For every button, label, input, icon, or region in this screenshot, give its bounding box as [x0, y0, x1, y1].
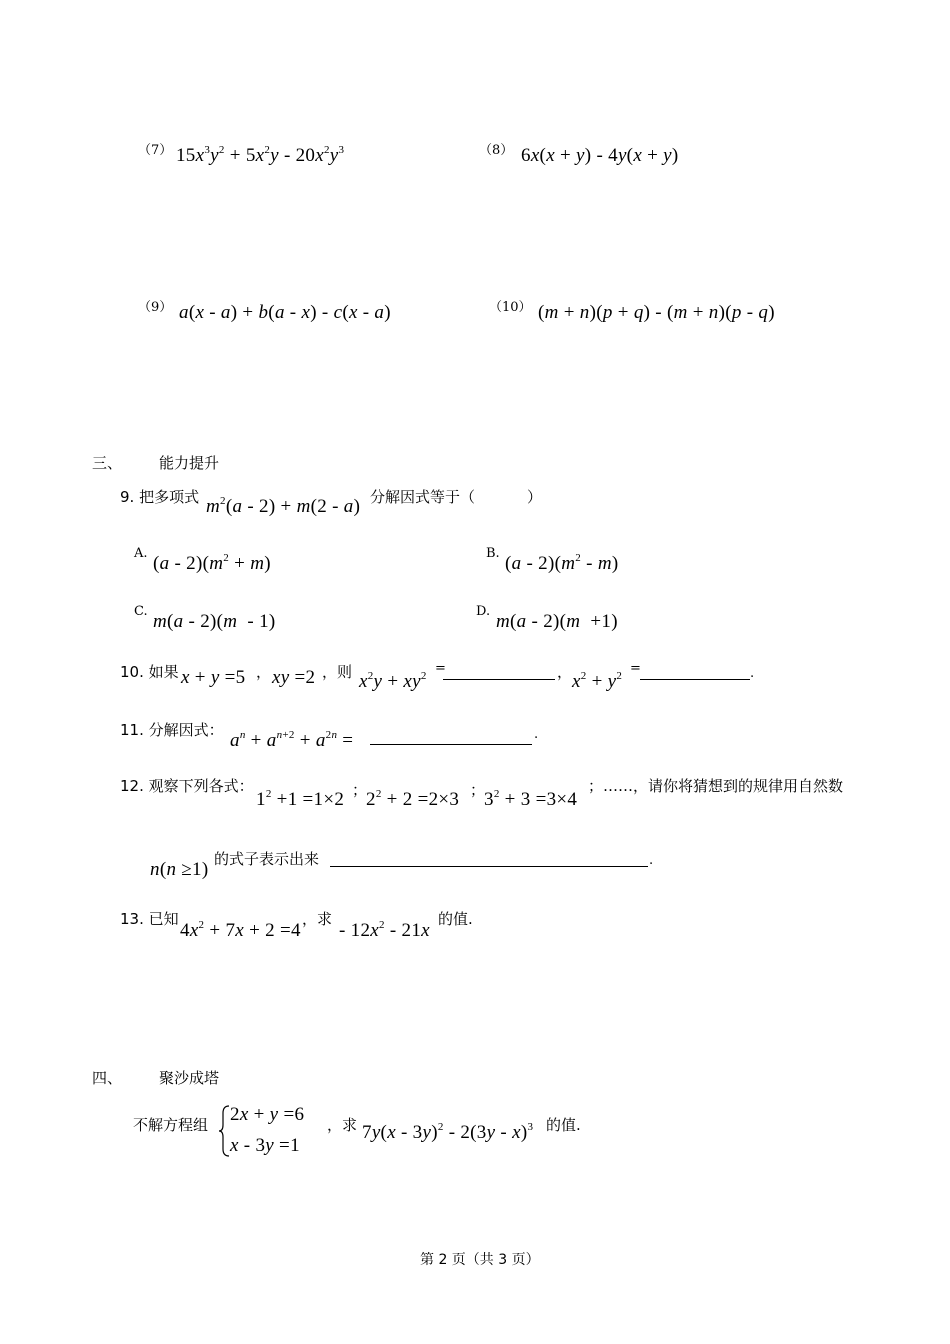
system-equation-2: x - 3y =1: [230, 1135, 300, 1156]
problem-8-expression: 6x(x + y) - 4y(x + y): [521, 145, 679, 166]
q9-option-d-label: D.: [476, 604, 491, 619]
q13-target: - $12x^2 - 21x$: [339, 919, 430, 941]
section-4-title: 聚沙成塔: [159, 1069, 220, 1087]
q12-prefix: 12. 观察下列各式：: [120, 777, 254, 795]
q10-condition-sum: x + y =5: [181, 667, 246, 688]
q12-answer-blank[interactable]: [330, 850, 648, 867]
problem-8-label: （8）: [479, 143, 514, 158]
q9-polynomial: $m^2(a - 2) + m(2 - a)$: [206, 495, 361, 517]
q10-prefix: 10. 如果: [120, 663, 179, 681]
section-4-suffix: 的值.: [546, 1116, 581, 1134]
q9-option-b[interactable]: $(a - 2)(m^2 - m)$: [505, 552, 619, 574]
q13-condition: $4x^2 + 7x + 2 =4$: [180, 919, 301, 941]
problem-10-expression: (m + n)(p + q) - (m + n)(p - q): [538, 302, 775, 323]
q10-comma-1: ，: [256, 663, 272, 681]
q11-prefix: 11. 分解因式：: [120, 721, 224, 739]
q10-comma-2: ，: [557, 663, 573, 681]
problem-9-expression: a(x - a) + b(a - x) - c(x - a): [179, 302, 391, 323]
q10-answer-blank-1[interactable]: [443, 663, 555, 680]
q12-sep-1: ；: [352, 781, 368, 799]
problem-7-label: （7）: [138, 143, 173, 158]
section-4-number: 四、: [92, 1069, 123, 1087]
q9-option-b-label: B.: [486, 546, 500, 561]
q10-expression-1: $x^2y + xy^2$: [359, 670, 427, 692]
q12-example-1: $1^2 +1 =1\times 2$: [256, 788, 345, 810]
problem-10-label: （10）: [489, 300, 532, 315]
q9-prefix: 9. 把多项式: [120, 488, 200, 506]
q12-example-2: $2^2 + 2 =2\times 3$: [366, 788, 460, 810]
q10-eq-2: =: [630, 661, 641, 676]
q13-prefix: 13. 已知: [120, 910, 179, 928]
q9-option-c-label: C.: [134, 604, 148, 619]
q9-option-a[interactable]: $(a - 2)(m^2 + m)$: [153, 552, 271, 574]
problem-9-label: （9）: [138, 300, 173, 315]
q9-option-a-label: A.: [134, 546, 148, 561]
q12-example-3: $3^2 + 3 =3\times 4$: [484, 788, 578, 810]
q12-tail: ；……，请你将猜想到的规律用自然数: [588, 777, 844, 795]
section-4-target: 7y(x - 3y)$^2$ - 2(3y - x)$^3$: [362, 1121, 534, 1143]
q9-paren-close: ）: [527, 488, 543, 506]
q10-eq-1: =: [435, 661, 446, 676]
q10-answer-blank-2[interactable]: [640, 663, 750, 680]
q12-sep-2: ；: [470, 781, 486, 799]
q12-natural-number: n(n ≥1): [150, 859, 209, 880]
q11-answer-blank[interactable]: [370, 728, 532, 745]
q10-period: .: [750, 666, 755, 681]
q9-suffix: 分解因式等于（: [370, 488, 476, 506]
q9-option-c[interactable]: m(a - 2)(m - 1): [153, 611, 276, 632]
section-3-title: 能力提升: [159, 454, 220, 472]
section-4-mid: ，求: [327, 1116, 358, 1134]
q11-period: .: [534, 727, 539, 742]
q10-condition-product: xy =2: [272, 667, 316, 688]
page-footer: 第 2 页（共 3 页）: [420, 1252, 540, 1268]
q13-mid: ，求: [302, 910, 333, 928]
section-4-prefix: 不解方程组: [133, 1116, 209, 1134]
system-equation-1: 2x + y =6: [230, 1104, 305, 1125]
q11-expression: $a^n + a^{n+2} + a^{2n}$ =: [230, 729, 354, 751]
problem-7-expression: $15x^3y^2 + 5x^2y - 20x^2y^3$: [176, 144, 345, 166]
q10-then: ，则: [322, 663, 353, 681]
q12-line-2: 的式子表示出来: [214, 850, 320, 868]
q10-expression-2: $x^2 + y^2$: [572, 670, 623, 692]
section-3-number: 三、: [92, 454, 123, 472]
q13-suffix: 的值.: [438, 910, 473, 928]
q9-option-d[interactable]: m(a - 2)(m +1): [496, 611, 618, 632]
q12-period: .: [649, 853, 654, 868]
